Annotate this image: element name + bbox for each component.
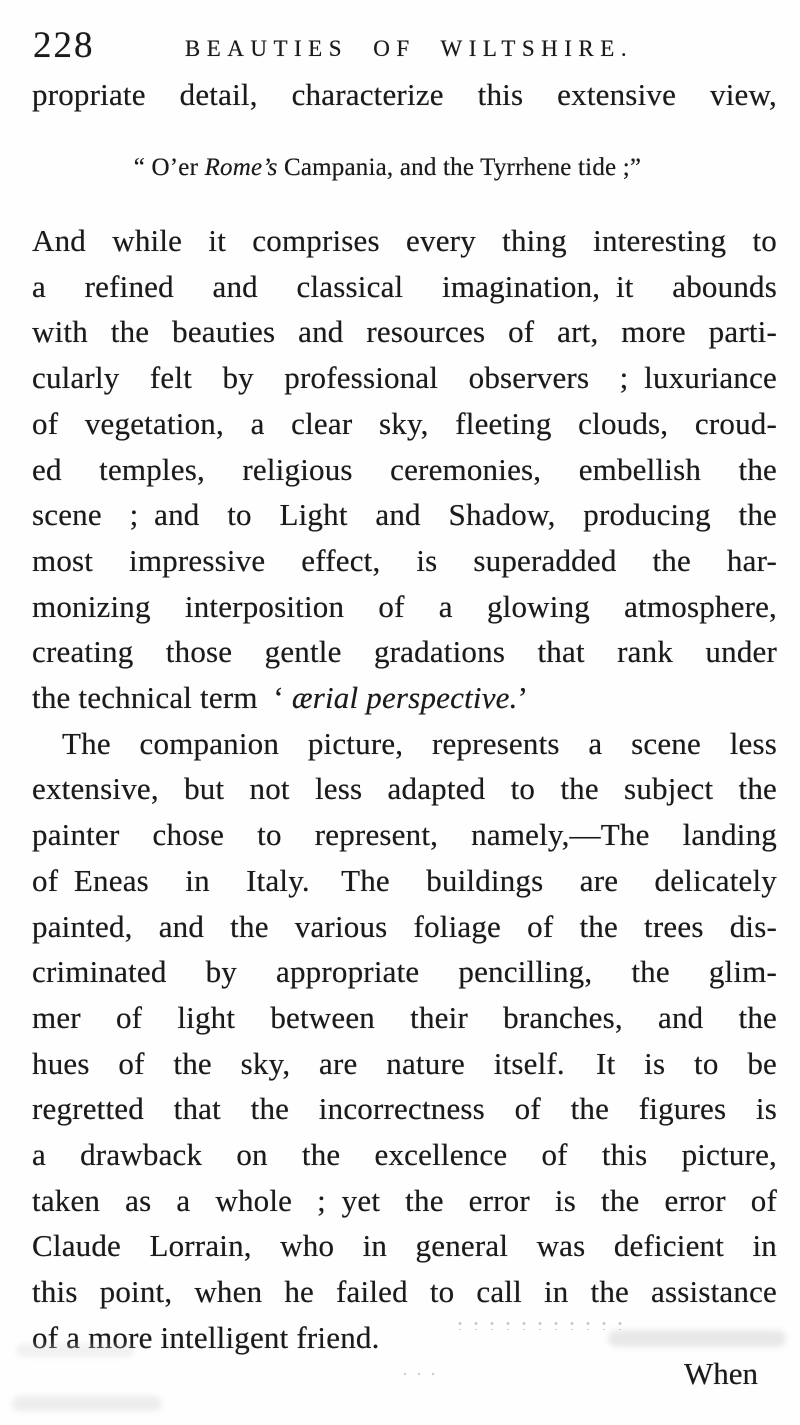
text-segment: ’ bbox=[517, 680, 529, 716]
text-segment: propriate detail, characterize this extensive view, bbox=[32, 77, 777, 112]
text-line bbox=[32, 447, 777, 493]
text-segment: Claude Lorrain, who in general was deficient in bbox=[32, 1228, 777, 1264]
text-line bbox=[32, 584, 777, 630]
text-line bbox=[32, 949, 777, 995]
text-line bbox=[32, 401, 777, 447]
verse-quote bbox=[32, 146, 777, 190]
text-line bbox=[32, 1223, 777, 1269]
text-line bbox=[32, 812, 777, 858]
text-line bbox=[32, 1269, 777, 1315]
text-line bbox=[32, 904, 777, 950]
text-segment: painted, and the various foliage of the trees dis- bbox=[32, 908, 777, 944]
text-segment: hues of the sky, are nature itself. It is to be bbox=[32, 1045, 777, 1081]
text-segment: painter chose to represent, namely,—The landing bbox=[32, 817, 777, 853]
text-segment: most impressive effect, is superadded the har- bbox=[32, 542, 777, 578]
text-segment: Campania, and the Tyrrhene tide ;” bbox=[277, 154, 642, 181]
text-line bbox=[32, 264, 777, 310]
text-segment: of a more intelligent friend. bbox=[32, 1319, 380, 1355]
text-segment: “ O’er bbox=[133, 154, 205, 181]
text-line bbox=[32, 355, 777, 401]
text-line bbox=[32, 1132, 777, 1178]
text-line bbox=[32, 766, 777, 812]
text-line bbox=[32, 721, 777, 767]
text-segment: a drawback on the excellence of this picture, bbox=[32, 1137, 777, 1173]
text-line bbox=[32, 1086, 777, 1132]
scan-smudge bbox=[398, 1370, 438, 1378]
text-segment: ed temples, religious ceremonies, embellish the bbox=[32, 451, 777, 487]
text-segment: this point, when he failed to call in the assistance bbox=[32, 1274, 777, 1310]
text-line bbox=[32, 492, 777, 538]
text-line bbox=[32, 146, 743, 190]
text-segment: a refined and classical imagination, it abounds bbox=[32, 268, 777, 304]
text-line bbox=[32, 629, 777, 675]
text-line bbox=[32, 72, 777, 118]
text-line bbox=[32, 309, 777, 355]
text-line bbox=[32, 675, 777, 721]
text-segment: The companion picture, represents a scene less bbox=[62, 725, 777, 761]
text-line bbox=[32, 218, 777, 264]
text-segment: ærial perspective. bbox=[291, 680, 518, 716]
text-line bbox=[32, 1178, 777, 1224]
text-segment: of Eneas in Italy. The buildings are delicately bbox=[32, 862, 777, 898]
text-segment: And while it comprises every thing interesting to bbox=[32, 223, 777, 258]
text-segment: with the beauties and resources of art, more parti- bbox=[32, 314, 777, 350]
text-line bbox=[32, 995, 777, 1041]
text-segment: criminated by appropriate pencilling, the glim- bbox=[32, 954, 777, 990]
text-line bbox=[32, 538, 777, 584]
opening-paragraph bbox=[32, 72, 777, 118]
running-title: BEAUTIES OF WILTSHIRE. bbox=[184, 36, 634, 61]
catchword: When bbox=[683, 1356, 758, 1391]
text-segment: Rome’s bbox=[204, 154, 278, 181]
text-segment: monizing interposition of a glowing atmosphere, bbox=[32, 588, 777, 624]
text-segment: the technical term ‘ bbox=[32, 680, 292, 716]
text-segment: of vegetation, a clear sky, fleeting clouds, croud- bbox=[32, 405, 777, 441]
text-segment: extensive, but not less adapted to the subject the bbox=[32, 771, 777, 807]
text-segment: cularly felt by professional observers ; luxuriance bbox=[32, 360, 777, 396]
text-segment: taken as a whole ; yet the error is the error of bbox=[32, 1182, 777, 1218]
scan-smudge bbox=[12, 1396, 162, 1411]
main-text bbox=[32, 218, 777, 1361]
text-line bbox=[32, 1041, 777, 1087]
text-line bbox=[32, 858, 777, 904]
text-segment: regretted that the incorrectness of the figures is bbox=[32, 1091, 777, 1127]
text-segment: creating those gentle gradations that rank under bbox=[32, 634, 777, 670]
page-number: 228 bbox=[33, 25, 95, 66]
text-line bbox=[32, 1315, 777, 1361]
text-segment: mer of light between their branches, and the bbox=[32, 999, 777, 1035]
text-segment: scene ; and to Light and Shadow, producing the bbox=[32, 497, 777, 533]
